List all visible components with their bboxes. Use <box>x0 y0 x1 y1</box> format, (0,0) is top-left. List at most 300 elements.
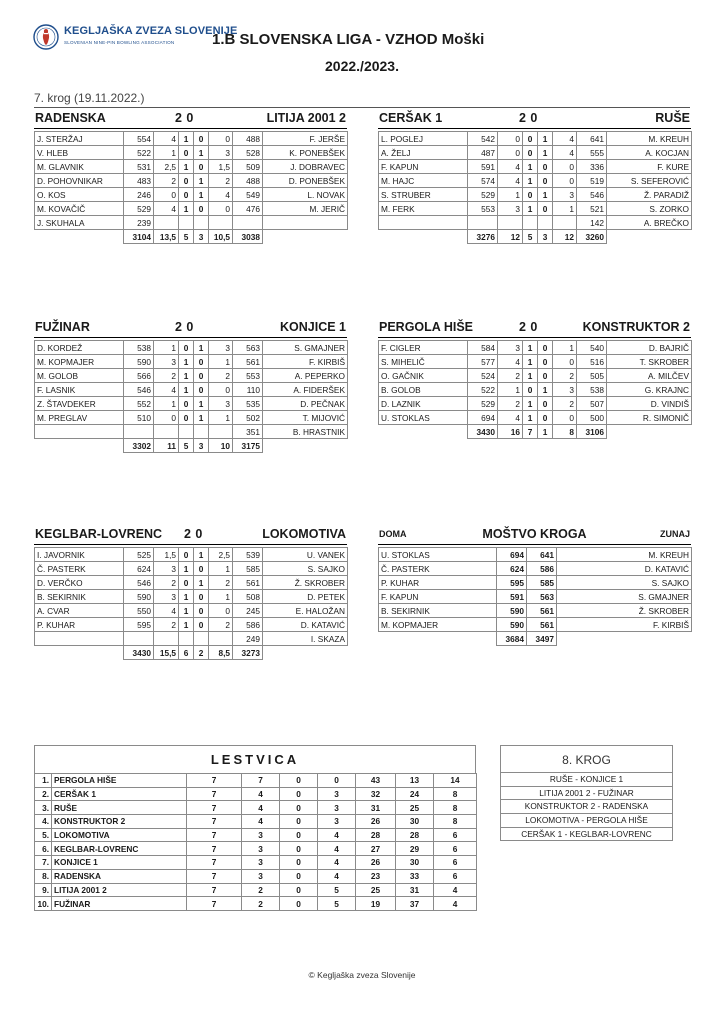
player-row <box>35 132 348 146</box>
away-set-points: 2 <box>553 397 577 411</box>
home-set-points: 4 <box>498 174 523 188</box>
home-pins: 483 <box>124 174 154 188</box>
home-team: KEGLBAR-LOVRENC <box>35 527 163 541</box>
player-row <box>379 174 692 188</box>
match-score: 2 0 <box>519 320 538 334</box>
away-team-point: 0 <box>538 369 553 383</box>
away-pins: 521 <box>577 202 607 216</box>
home-pins: 538 <box>124 341 154 355</box>
home-player <box>379 216 468 230</box>
away-total-pins: 3175 <box>233 439 263 453</box>
player-row <box>35 202 348 216</box>
home-total-pins: 3302 <box>124 439 154 453</box>
away-pins: 546 <box>577 188 607 202</box>
wins: 4 <box>242 815 280 829</box>
home-set-points: 0 <box>498 132 523 146</box>
home-player: D. KORDEŽ <box>35 341 124 355</box>
away-team-point: 0 <box>194 618 209 632</box>
player-row <box>35 369 348 383</box>
player-row <box>379 202 692 216</box>
away-player: R. SIMONIČ <box>607 411 692 425</box>
league-points: 6 <box>434 869 477 883</box>
home-player: J. SKUHALA <box>35 216 124 230</box>
away-set-points: 1 <box>209 355 233 369</box>
totals-row <box>379 230 692 244</box>
away-set-points: 1 <box>553 341 577 355</box>
away-player: S. SAJKO <box>557 576 692 590</box>
totals-spacer <box>607 230 692 244</box>
away-pins: 508 <box>233 590 263 604</box>
draws: 0 <box>280 774 318 788</box>
away-pins: 561 <box>233 355 263 369</box>
away-pins: 142 <box>577 216 607 230</box>
player-row <box>35 576 348 590</box>
away-set-points <box>553 216 577 230</box>
points-for: 23 <box>356 869 396 883</box>
home-pins: 584 <box>468 341 498 355</box>
home-pins <box>124 632 154 646</box>
away-set-points: 1 <box>209 590 233 604</box>
away-pins: 585 <box>527 576 557 590</box>
totals-spacer <box>263 230 348 244</box>
away-total-team-points: 2 <box>194 646 209 660</box>
rank: 3. <box>35 801 52 815</box>
player-row <box>35 341 348 355</box>
home-pins: 590 <box>497 604 527 618</box>
away-team-point: 1 <box>538 132 553 146</box>
home-player: P. KUHAR <box>35 618 124 632</box>
home-team-point: 1 <box>523 341 538 355</box>
draws: 0 <box>280 897 318 911</box>
round-label: 7. krog (19.11.2022.) <box>34 91 145 105</box>
league-points: 4 <box>434 897 477 911</box>
standings-row <box>35 883 477 897</box>
away-set-points: 0 <box>553 174 577 188</box>
fixture-item: LITIJA 2001 2 - FUŽINAR <box>500 787 673 801</box>
points-against: 33 <box>396 869 434 883</box>
home-set-points: 3 <box>154 562 179 576</box>
player-row <box>379 341 692 355</box>
player-row <box>35 383 348 397</box>
totals-spacer <box>263 439 348 453</box>
home-set-points: 4 <box>154 604 179 618</box>
home-pins: 577 <box>468 355 498 369</box>
away-set-points: 2 <box>553 369 577 383</box>
away-player: D. PEČNAK <box>263 397 348 411</box>
away-pins: 535 <box>233 397 263 411</box>
away-team-point: 1 <box>194 576 209 590</box>
player-row <box>35 425 348 439</box>
away-player: T. SKROBER <box>607 355 692 369</box>
home-team-point: 1 <box>523 202 538 216</box>
totals-spacer <box>379 230 468 244</box>
home-player: D. VERČKO <box>35 576 124 590</box>
home-pins: 624 <box>124 562 154 576</box>
away-player: F. KURE <box>607 160 692 174</box>
player-row <box>379 146 692 160</box>
home-pins: 590 <box>124 355 154 369</box>
match-cersak-ruse <box>378 109 691 244</box>
away-pins: 519 <box>577 174 607 188</box>
away-team-point: 0 <box>194 160 209 174</box>
away-team-point <box>538 216 553 230</box>
home-pins: 522 <box>124 146 154 160</box>
away-total-set-points: 8 <box>553 425 577 439</box>
home-player: L. POGLEJ <box>379 132 468 146</box>
away-total-team-points: 1 <box>538 425 553 439</box>
match-score: 2 0 <box>175 320 194 334</box>
away-total-pins: 3260 <box>577 230 607 244</box>
home-team-point <box>523 216 538 230</box>
away-set-points: 2,5 <box>209 548 233 562</box>
away-pins: 561 <box>527 618 557 632</box>
away-player: A. FIDERŠEK <box>263 383 348 397</box>
away-set-points: 1 <box>209 562 233 576</box>
player-row <box>35 590 348 604</box>
home-set-points: 3 <box>498 202 523 216</box>
home-total-pins: 3104 <box>124 230 154 244</box>
home-team-point: 1 <box>179 618 194 632</box>
away-set-points: 0 <box>209 202 233 216</box>
team-of-round-row <box>379 604 692 618</box>
home-team-point: 0 <box>179 174 194 188</box>
away-pins: 586 <box>527 562 557 576</box>
away-team-point: 0 <box>194 562 209 576</box>
rank: 8. <box>35 869 52 883</box>
away-set-points: 0 <box>553 160 577 174</box>
team-of-round-title: MOŠTVO KROGA <box>482 527 587 541</box>
match-table <box>34 547 348 660</box>
home-set-points: 0 <box>498 146 523 160</box>
standings-row <box>35 897 477 911</box>
away-pins <box>233 216 263 230</box>
home-set-points: 1 <box>498 188 523 202</box>
home-player: M. FERK <box>379 202 468 216</box>
points-against: 31 <box>396 883 434 897</box>
home-pins: 531 <box>124 160 154 174</box>
away-team-point: 0 <box>194 604 209 618</box>
away-player: A. KOCJAN <box>607 146 692 160</box>
home-player: B. SEKIRNIK <box>35 590 124 604</box>
away-pins: 538 <box>577 383 607 397</box>
league-points: 8 <box>434 801 477 815</box>
away-set-points: 4 <box>553 146 577 160</box>
match-header <box>378 318 691 338</box>
home-team-point: 1 <box>179 355 194 369</box>
home-set-points: 2 <box>498 369 523 383</box>
games-played: 7 <box>187 842 242 856</box>
home-player: B. GOLOB <box>379 383 468 397</box>
away-team-point: 1 <box>194 397 209 411</box>
home-pins: 529 <box>124 202 154 216</box>
match-header <box>378 109 691 129</box>
totals-spacer <box>379 632 497 646</box>
round-divider <box>34 107 690 108</box>
home-player: F. LASNIK <box>35 383 124 397</box>
away-player: Ž. SKROBER <box>557 604 692 618</box>
away-pins: 549 <box>233 188 263 202</box>
rank: 1. <box>35 774 52 788</box>
match-table <box>378 131 692 244</box>
match-table <box>34 131 348 244</box>
points-for: 26 <box>356 856 396 870</box>
standings-row <box>35 842 477 856</box>
home-pins: 552 <box>124 397 154 411</box>
home-team: RADENSKA <box>35 111 106 125</box>
away-player: G. KRAJNC <box>607 383 692 397</box>
away-player: T. MIJOVIĆ <box>263 411 348 425</box>
points-against: 13 <box>396 774 434 788</box>
away-team-point <box>194 216 209 230</box>
league-points: 6 <box>434 828 477 842</box>
points-against: 30 <box>396 815 434 829</box>
home-team-point: 1 <box>523 160 538 174</box>
wins: 7 <box>242 774 280 788</box>
away-total-pins: 3273 <box>233 646 263 660</box>
home-player: A. ŽELJ <box>379 146 468 160</box>
player-row <box>379 355 692 369</box>
home-total-team-points: 5 <box>179 230 194 244</box>
away-set-points: 3 <box>209 397 233 411</box>
losses: 4 <box>318 828 356 842</box>
home-team-point: 0 <box>179 576 194 590</box>
team-of-round <box>378 525 691 646</box>
away-pins: 563 <box>527 590 557 604</box>
home-player: S. MIHELIČ <box>379 355 468 369</box>
home-pins: 554 <box>124 132 154 146</box>
league-points: 14 <box>434 774 477 788</box>
home-team: PERGOLA HIŠE <box>379 320 473 334</box>
totals-spacer <box>35 646 124 660</box>
losses: 0 <box>318 774 356 788</box>
points-for: 26 <box>356 815 396 829</box>
draws: 0 <box>280 842 318 856</box>
away-team: KONJICE 1 <box>280 320 346 334</box>
league-points: 6 <box>434 842 477 856</box>
home-pins: 522 <box>468 383 498 397</box>
away-total-pins: 3497 <box>527 632 557 646</box>
next-round-fixtures <box>500 773 673 841</box>
home-set-points: 4 <box>154 132 179 146</box>
match-header <box>34 525 347 545</box>
home-total-team-points: 6 <box>179 646 194 660</box>
totals-row <box>35 646 348 660</box>
away-team-point: 0 <box>538 160 553 174</box>
away-team: LOKOMOTIVA <box>262 527 346 541</box>
away-set-points: 1 <box>209 411 233 425</box>
totals-spacer <box>35 230 124 244</box>
home-pins: 524 <box>468 369 498 383</box>
league-points: 8 <box>434 815 477 829</box>
player-row <box>35 160 348 174</box>
home-set-points: 0 <box>154 411 179 425</box>
home-set-points: 2 <box>498 397 523 411</box>
home-player <box>35 632 124 646</box>
points-for: 28 <box>356 828 396 842</box>
home-set-points <box>498 216 523 230</box>
away-pins: 507 <box>577 397 607 411</box>
away-pins: 502 <box>233 411 263 425</box>
totals-spacer <box>35 439 124 453</box>
home-team-point: 1 <box>179 132 194 146</box>
games-played: 7 <box>187 787 242 801</box>
away-pins: 516 <box>577 355 607 369</box>
away-total-team-points: 3 <box>538 230 553 244</box>
away-team-point: 1 <box>194 341 209 355</box>
home-player: M. KOPMAJER <box>35 355 124 369</box>
team-name: RADENSKA <box>52 869 187 883</box>
home-pins: 694 <box>468 411 498 425</box>
home-player: M. KOVAČIČ <box>35 202 124 216</box>
match-table <box>34 340 348 453</box>
home-pins: 590 <box>124 590 154 604</box>
home-player: A. CVAR <box>35 604 124 618</box>
away-team-point: 1 <box>194 188 209 202</box>
home-team: FUŽINAR <box>35 320 90 334</box>
home-pins: 546 <box>124 383 154 397</box>
standings-row <box>35 787 477 801</box>
home-total-set-points: 12 <box>498 230 523 244</box>
standings-title: LESTVICA <box>34 745 476 773</box>
wins: 4 <box>242 801 280 815</box>
away-team-point: 0 <box>194 383 209 397</box>
player-row <box>379 369 692 383</box>
points-against: 25 <box>396 801 434 815</box>
home-team-point: 0 <box>179 341 194 355</box>
home-player: S. STRUBER <box>379 188 468 202</box>
player-row <box>35 174 348 188</box>
player-row <box>35 397 348 411</box>
losses: 4 <box>318 842 356 856</box>
away-team-point: 1 <box>194 174 209 188</box>
away-player: S. ZORKO <box>607 202 692 216</box>
away-team-point: 0 <box>538 341 553 355</box>
logo-subtitle: SLOVENIAN NINE-PIN BOWLING ASSOCIATION <box>64 40 175 45</box>
points-against: 24 <box>396 787 434 801</box>
away-player: D. KATAVIĆ <box>263 618 348 632</box>
home-team-point: 1 <box>523 411 538 425</box>
home-team-point: 1 <box>179 369 194 383</box>
points-for: 25 <box>356 883 396 897</box>
away-team-point <box>194 425 209 439</box>
home-total-pins: 3430 <box>468 425 498 439</box>
away-pins: 336 <box>577 160 607 174</box>
team-of-round-table <box>378 547 692 646</box>
team-name: KONSTRUKTOR 2 <box>52 815 187 829</box>
player-row <box>35 562 348 576</box>
player-row <box>35 632 348 646</box>
home-player: M. HAJC <box>379 174 468 188</box>
home-player: D. POHOVNIKAR <box>35 174 124 188</box>
match-radenska-litija <box>34 109 347 244</box>
home-set-points: 2 <box>154 576 179 590</box>
team-of-round-row <box>379 576 692 590</box>
points-against: 28 <box>396 828 434 842</box>
away-pins: 351 <box>233 425 263 439</box>
away-team-point <box>194 632 209 646</box>
rank: 5. <box>35 828 52 842</box>
away-pins: 540 <box>577 341 607 355</box>
points-against: 30 <box>396 856 434 870</box>
match-header <box>34 318 347 338</box>
player-row <box>379 216 692 230</box>
away-team-point: 0 <box>538 174 553 188</box>
home-team-point: 1 <box>523 174 538 188</box>
away-pins: 500 <box>577 411 607 425</box>
standings-row <box>35 856 477 870</box>
games-played: 7 <box>187 828 242 842</box>
away-total-set-points: 12 <box>553 230 577 244</box>
away-pins: 586 <box>233 618 263 632</box>
away-total-pins: 3106 <box>577 425 607 439</box>
away-pins: 245 <box>233 604 263 618</box>
player-row <box>35 146 348 160</box>
home-pins: 246 <box>124 188 154 202</box>
away-pins: 110 <box>233 383 263 397</box>
home-player: M. GOLOB <box>35 369 124 383</box>
player-row <box>35 411 348 425</box>
home-set-points: 1 <box>154 397 179 411</box>
away-set-points: 3 <box>553 383 577 397</box>
league-points: 6 <box>434 856 477 870</box>
away-player: B. HRASTNIK <box>263 425 348 439</box>
home-player: Č. PASTERK <box>35 562 124 576</box>
home-set-points: 1 <box>498 383 523 397</box>
home-team-point <box>179 216 194 230</box>
team-of-round-row <box>379 548 692 562</box>
wins: 4 <box>242 787 280 801</box>
away-player: M. KREUH <box>607 132 692 146</box>
home-team-point: 0 <box>179 146 194 160</box>
away-set-points: 3 <box>209 341 233 355</box>
fixture-item: LOKOMOTIVA - PERGOLA HIŠE <box>500 814 673 828</box>
away-team-point: 1 <box>538 383 553 397</box>
home-team-point <box>179 632 194 646</box>
away-pins: 488 <box>233 132 263 146</box>
home-player: O. KOS <box>35 188 124 202</box>
home-player: F. KAPUN <box>379 590 497 604</box>
games-played: 7 <box>187 856 242 870</box>
home-total-team-points: 5 <box>179 439 194 453</box>
logo-title: KEGLJAŠKA ZVEZA SLOVENIJE <box>64 25 238 37</box>
home-player: U. STOKLAS <box>379 548 497 562</box>
home-total-set-points: 13,5 <box>154 230 179 244</box>
away-set-points: 0 <box>209 132 233 146</box>
away-player <box>263 216 348 230</box>
home-team-point: 1 <box>179 202 194 216</box>
rank: 9. <box>35 883 52 897</box>
home-set-points: 1 <box>154 341 179 355</box>
away-player: S. SAJKO <box>263 562 348 576</box>
away-player: A. BREČKO <box>607 216 692 230</box>
home-set-points: 4 <box>498 411 523 425</box>
rank: 7. <box>35 856 52 870</box>
totals-spacer <box>557 632 692 646</box>
away-player: D. PETEK <box>263 590 348 604</box>
home-pins <box>468 216 498 230</box>
home-pins: 487 <box>468 146 498 160</box>
away-player: A. MILČEV <box>607 369 692 383</box>
away-pins: 585 <box>233 562 263 576</box>
home-team-point: 1 <box>523 369 538 383</box>
away-team-point: 0 <box>194 355 209 369</box>
away-pins: 641 <box>527 548 557 562</box>
match-header <box>34 109 347 129</box>
totals-row <box>35 230 348 244</box>
home-label: DOMA <box>379 529 407 539</box>
standings-row <box>35 815 477 829</box>
next-round-title: 8. KROG <box>500 745 673 773</box>
